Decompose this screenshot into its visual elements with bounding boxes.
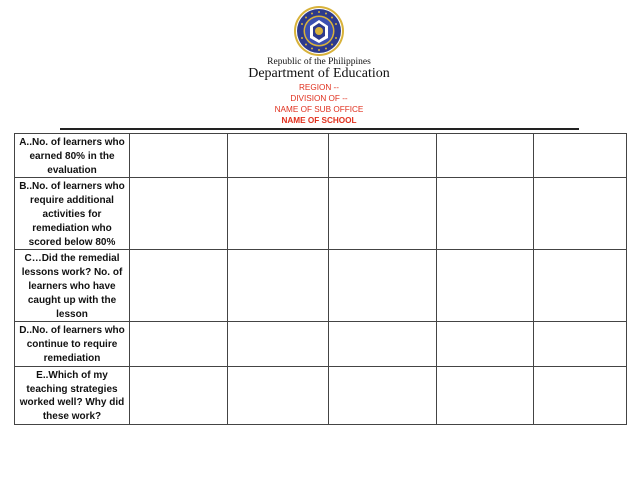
table-cell[interactable] <box>130 134 228 178</box>
table-cell[interactable] <box>228 178 329 250</box>
table-cell[interactable] <box>534 250 627 322</box>
department-title: Department of Education <box>248 66 390 81</box>
row-label: E..Which of my teaching strategies worked well? Why did these work? <box>15 366 130 424</box>
table-cell[interactable] <box>534 366 627 424</box>
table-cell[interactable] <box>437 134 534 178</box>
table-cell[interactable] <box>228 134 329 178</box>
table-row <box>15 178 627 250</box>
region-text: REGION -- <box>298 83 340 92</box>
table-cell[interactable] <box>130 322 228 366</box>
table-cell[interactable] <box>130 366 228 424</box>
sub-office-text: NAME OF SUB OFFICE <box>274 105 364 114</box>
table-cell[interactable] <box>534 178 627 250</box>
reflection-table <box>14 133 627 425</box>
table-cell[interactable] <box>534 134 627 178</box>
table-cell[interactable] <box>228 322 329 366</box>
table-cell[interactable] <box>437 250 534 322</box>
row-label: D..No. of learners who continue to require remediation <box>15 322 130 366</box>
table-row <box>15 250 627 322</box>
table-cell[interactable] <box>130 178 228 250</box>
table-cell[interactable] <box>329 250 437 322</box>
table-cell[interactable] <box>329 366 437 424</box>
table-cell[interactable] <box>130 250 228 322</box>
table-cell[interactable] <box>329 322 437 366</box>
table-cell[interactable] <box>228 366 329 424</box>
table-cell[interactable] <box>437 178 534 250</box>
table-cell[interactable] <box>437 322 534 366</box>
table-cell[interactable] <box>329 178 437 250</box>
school-name-text: NAME OF SCHOOL <box>281 116 357 125</box>
republic-text: Republic of the Philippines <box>267 57 371 67</box>
table-row <box>15 134 627 178</box>
table-cell[interactable] <box>228 250 329 322</box>
row-label: C…Did the remedial lessons work? No. of learners who have caught up with the lesson <box>15 250 130 322</box>
row-label: A..No. of learners who earned 80% in the evaluation <box>15 134 130 178</box>
table-cell[interactable] <box>329 134 437 178</box>
deped-seal-logo <box>293 5 345 57</box>
table-cell[interactable] <box>534 322 627 366</box>
table-row <box>15 366 627 424</box>
row-label: B..No. of learners who require additional activities for remediation who scored below 80% <box>15 178 130 250</box>
table-row <box>15 322 627 366</box>
header-divider <box>60 128 579 130</box>
division-text: DIVISION OF -- <box>290 94 348 103</box>
table-cell[interactable] <box>437 366 534 424</box>
